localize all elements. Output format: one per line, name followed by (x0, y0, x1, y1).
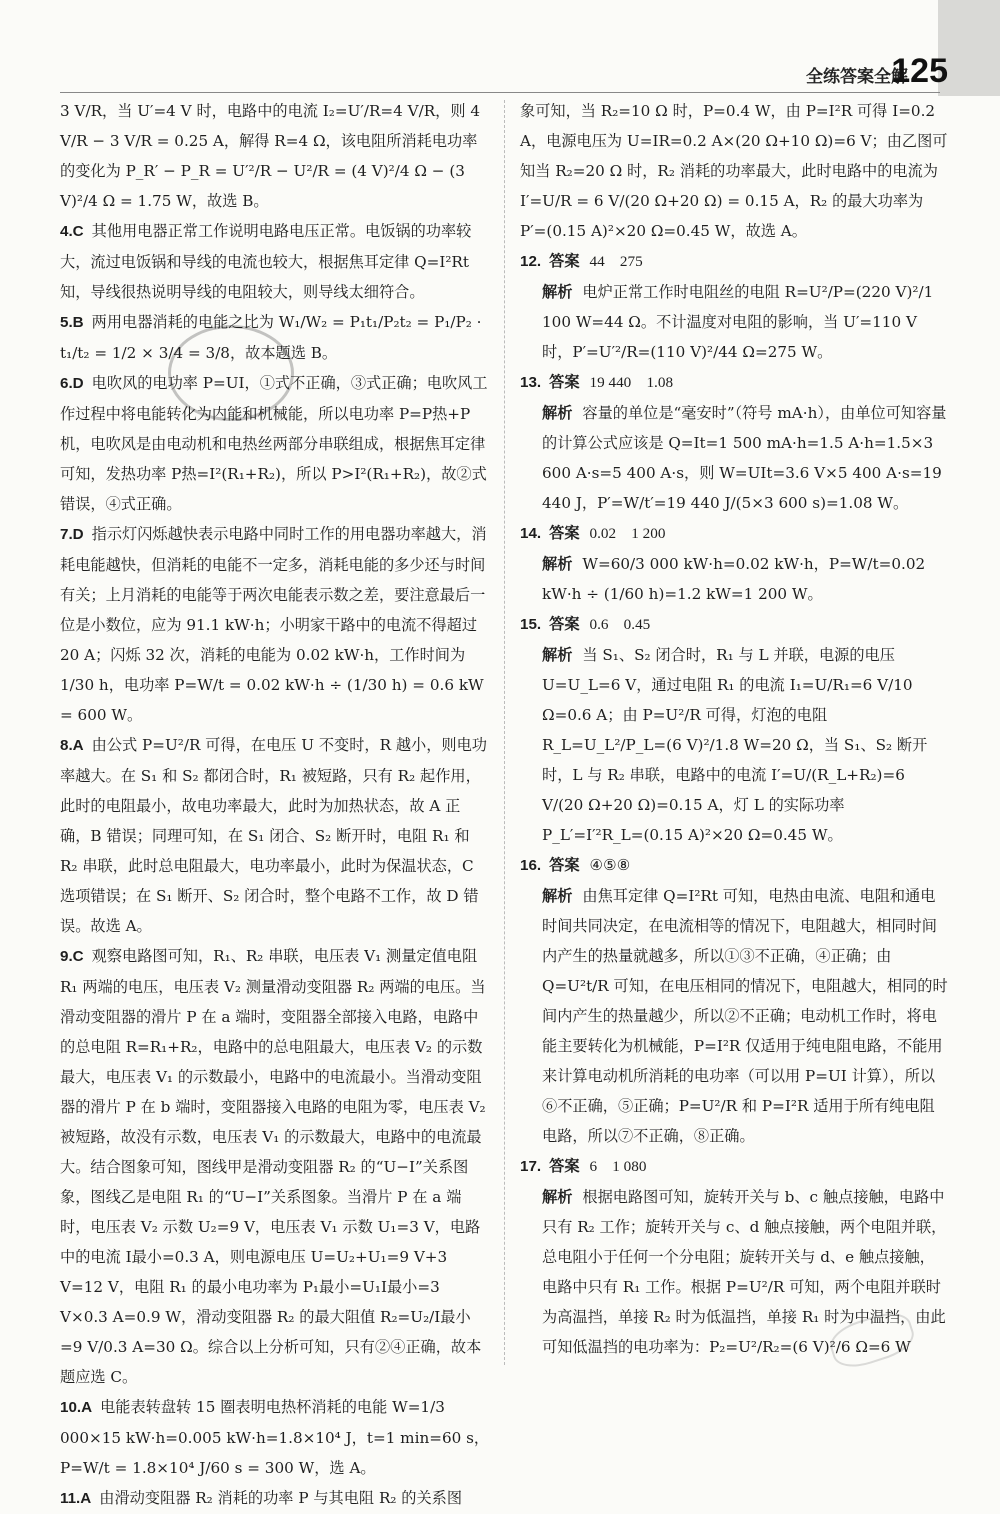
explanation-label: 解析 (542, 555, 573, 573)
answer-text: 指示灯闪烁越快表示电路中同时工作的用电器功率越大，消耗电能越快，但消耗的电能不一定多，消耗电能的多少还与时间有关；上月消耗的电能等于两次电能表示数之差，要注意最后一位是小数位，应为 91.1 kW·h；小明家干路中的电流不得超过 20 A；闪烁 32 次，消耗的电能为 0.02 kW·h，工作时间为 1/30 h，电功率 P=W/t = 0.02 kW·h ÷ (1/30 h) = 0.6 kW = 600 W。 (60, 525, 487, 724)
answer-item (60, 941, 490, 1392)
explanation-text: 当 S₁、S₂ 闭合时，R₁ 与 L 并联，电源的电压 U=U_L=6 V，通过电阻 R₁ 的电流 I₁=U/R₁=6 V/10 Ω=0.6 A；由 P=U²/R 可得，灯泡的电阻 R_L=U_L²/P_L=(6 V)²/1.8 W=20 Ω，当 S₁、S₂ 断开时，L 与 R₂ 串联，电路中的电流 I′=U/(R_L+R₂)=6 V/(20 Ω+20 Ω)=0.15 A，灯 L 的实际功率 P_L′=I′²R_L=(0.15 A)²×20 Ω=0.45 W。 (542, 646, 928, 844)
answer-label: 答案 (549, 373, 580, 391)
answer-number: 12. (520, 253, 542, 270)
answer-text: 其他用电器正常工作说明电路电压正常。电饭锅的功率较大，流过电饭锅和导线的电流也较大，根据焦耳定律 Q=I²Rt 知，导线很热说明导线的电阻较大，则导线太细符合。 (60, 222, 472, 301)
answer-text: 两用电器消耗的电能之比为 W₁/W₂ = P₁t₁/P₂t₂ = P₁/P₂ · t₁/t₂ = 1/2 × 3/4 = 3/8，故本题选 B。 (60, 313, 482, 362)
explanation-text: 根据电路图可知，旋转开关与 b、c 触点接触，电路中只有 R₂ 工作；旋转开关与 c、d 触点接触，两个电阻并联，总电阻小于任何一个分电阻；旋转开关与 d、e 触点接触，电路中只有 R₁ 工作。根据 P=U²/R 可知，两个电阻并联时为高温挡，单接 R₂ 时为低温挡，单接 R₁ 时为中温挡，由此可知低温挡的电功率为：P₂=U²/R₂=(6 V)²/6 Ω=6 W (542, 1188, 947, 1356)
answer-number: 9.C (60, 948, 84, 965)
answer-line (520, 850, 948, 881)
answer-text: 3 V/R，当 U′=4 V 时，电路中的电流 I₂=U′/R=4 V/R，则 4 V/R − 3 V/R = 0.25 A，解得 R=4 Ω，该电阻所消耗电功率的变化为 P_R′ − P_R = U′²/R − U²/R = (4 V)²/4 Ω − (3 V)²/4 Ω = 1.75 W，故选 B。 (60, 102, 481, 210)
answer-line (520, 1151, 948, 1182)
explanation-text: 容量的单位是“毫安时”（符号 mA·h），由单位可知容量的计算公式应该是 Q=It=1 500 mA·h=1.5 A·h=1.5×3 600 A·s=5 400 A·s，则 W=UIt=3.6 V×5 400 A·s=19 440 J，P′=W/t′=19 440 J/(5×3 600 s)=1.08 W。 (542, 404, 947, 512)
answer-value: 19 440 1.08 (589, 374, 674, 391)
answer-number: 4.C (60, 223, 84, 240)
answer-number: 14. (520, 525, 542, 542)
answer-number: 6.D (60, 375, 84, 392)
answer-number: 17. (520, 1158, 542, 1175)
left-column (60, 96, 490, 1514)
answer-line (520, 246, 948, 277)
explanation-label: 解析 (542, 404, 573, 422)
answer-item (60, 368, 490, 519)
header-rule (60, 92, 940, 93)
answer-item (60, 216, 490, 307)
explanation-text: 电炉正常工作时电阻丝的电阻 R=U²/P=(220 V)²/1 100 W=44 Ω。不计温度对电阻的影响，当 U′=110 V 时，P′=U′²/R=(110 V)²/44 Ω=275 W。 (542, 283, 934, 361)
answer-value: 44 275 (589, 253, 643, 270)
answer-label: 答案 (549, 252, 580, 270)
answer-number: 11.A (60, 1490, 92, 1507)
answer-label: 答案 (549, 615, 580, 633)
explanation (520, 398, 948, 518)
answer-value: 0.02 1 200 (589, 525, 666, 542)
answer-item (60, 307, 490, 368)
answer-item (60, 96, 490, 216)
answer-line (520, 609, 948, 640)
column-divider (504, 100, 505, 1365)
answer-text: 电吹风的电功率 P=UI，①式不正确，③式正确；电吹风工作过程中将电能转化为内能和机械能，所以电功率 P=P热+P机，电吹风是由电动机和电热丝两部分串联组成，根据焦耳定律可知，发热功率 P热=I²(R₁+R₂)，所以 P>I²(R₁+R₂)，故②式错误，④式正确。 (60, 374, 488, 513)
answer-value: 6 1 080 (589, 1158, 647, 1175)
answer-number: 10.A (60, 1399, 93, 1416)
answer-label: 答案 (549, 524, 580, 542)
answer-text: 观察电路图可知，R₁、R₂ 串联，电压表 V₁ 测量定值电阻 R₁ 两端的电压，电压表 V₂ 测量滑动变阻器 R₂ 两端的电压。当滑动变阻器的滑片 P 在 a 端时，变阻器全部接入电路，电路中的总电阻 R=R₁+R₂，电路中的总电阻最大，电压表 V₂ 的示数最大，电压表 V₁ 的示数最小，电路中的电流最小。当滑动变阻器的滑片 P 在 b 端时，变阻器接入电路的电阻为零，电压表 V₂ 被短路，故没有示数，电压表 V₁ 的示数最大，电路中的电流最大。结合图象可知，图线甲是滑动变阻器 R₂ 的“U−I”关系图象，图线乙是电阻 R₁ 的“U−I”关系图象。当滑片 P 在 a 端时，电压表 V₂ 示数 U₂=9 V，电压表 V₁ 示数 U₁=3 V，电路中的电流 I最小=0.3 A，则电源电压 U=U₂+U₁=9 V+3 V=12 V，电阻 R₁ 的最小电功率为 P₁最小=U₁I最小=3 V×0.3 A=0.9 W，滑动变阻器 R₂ 的最大阻值 R₂=U₂/I最小=9 V/0.3 A=30 Ω。综合以上分析可知，只有②④正确，故本题应选 C。 (60, 947, 486, 1386)
answer-label: 答案 (549, 856, 580, 874)
explanation (520, 277, 948, 367)
explanation (520, 640, 948, 850)
answer-number: 5.B (60, 314, 84, 331)
answer-text: 电能表转盘转 15 圈表明电热杯消耗的电能 W=1/3 000×15 kW·h=0.005 kW·h=1.8×10⁴ J，t=1 min=60 s，P=W/t = 1.8×10⁴ J/60 s = 300 W，选 A。 (60, 1398, 490, 1477)
right-column (520, 96, 948, 1362)
explanation-text: W=60/3 000 kW·h=0.02 kW·h，P=W/t=0.02 kW·h ÷ (1/60 h)=1.2 kW=1 200 W。 (542, 555, 926, 603)
explanation-label: 解析 (542, 283, 573, 301)
answer-continuation: 象可知，当 R₂=10 Ω 时，P=0.4 W，由 P=I²R 可得 I=0.2 A，电源电压为 U=IR=0.2 A×(20 Ω+10 Ω)=6 V；由乙图可知当 R₂=20 Ω 时，R₂ 消耗的功率最大，此时电路中的电流为 I′=U/R = 6 V/(20 Ω+20 Ω) = 0.15 A，R₂ 的最大功率为 P′=(0.15 A)²×20 Ω=0.45 W，故选 A。 (520, 102, 948, 240)
answer-number: 7.D (60, 526, 84, 543)
answer-text: 由滑动变阻器 R₂ 消耗的功率 P 与其电阻 R₂ 的关系图 (99, 1489, 463, 1507)
answer-item (60, 730, 490, 941)
book-title: 全练答案全解 (806, 67, 908, 87)
answer-number: 8.A (60, 737, 84, 754)
explanation-label: 解析 (542, 1188, 573, 1206)
answer-label: 答案 (549, 1157, 580, 1175)
answer-number: 15. (520, 616, 542, 633)
page-number: 125 (891, 52, 948, 90)
explanation-text: 由焦耳定律 Q=I²Rt 可知，电热由电流、电阻和通电时间共同决定，在电流相等的情况下，电阻越大，相同时间内产生的热量就越多，所以①③不正确，④正确；由 Q=U²t/R 可知，在电压相同的情况下，电阻越大，相同的时间内产生的热量越少，所以②不正确；电动机工作时，将电能主要转化为机械能，P=I²R 仅适用于纯电阻电路，不能用来计算电动机所消耗的电功率（可以用 P=UI 计算），所以⑥不正确，⑤正确；P=U²/R 和 P=I²R 适用于所有纯电阻电路，所以⑦不正确，⑧正确。 (542, 887, 948, 1145)
answer-value: 0.6 0.45 (589, 616, 651, 633)
answer-value: ④⑤⑧ (589, 857, 631, 874)
explanation-label: 解析 (542, 887, 573, 905)
answer-text: 由公式 P=U²/R 可得，在电压 U 不变时，R 越小，则电功率越大。在 S₁ 和 S₂ 都闭合时，R₁ 被短路，只有 R₂ 起作用，此时的电阻最小，故电功率最大，此时为加热状态，故 A 正确，B 错误；同理可知，在 S₁ 闭合、S₂ 断开时，电阻 R₁ 和 R₂ 串联，此时总电阻最大，电功率最小，此时为保温状态，C 选项错误；在 S₁ 断开、S₂ 闭合时，整个电路不工作，故 D 错误。故选 A。 (60, 736, 487, 935)
answer-line (520, 367, 948, 398)
answer-number: 16. (520, 857, 542, 874)
explanation (520, 1182, 948, 1362)
answer-item (60, 1483, 490, 1514)
answer-item (60, 1392, 490, 1483)
explanation (520, 881, 948, 1151)
explanation-label: 解析 (542, 646, 573, 664)
answer-item (60, 519, 490, 730)
answer-number: 13. (520, 374, 542, 391)
explanation (520, 549, 948, 609)
answer-line (520, 518, 948, 549)
